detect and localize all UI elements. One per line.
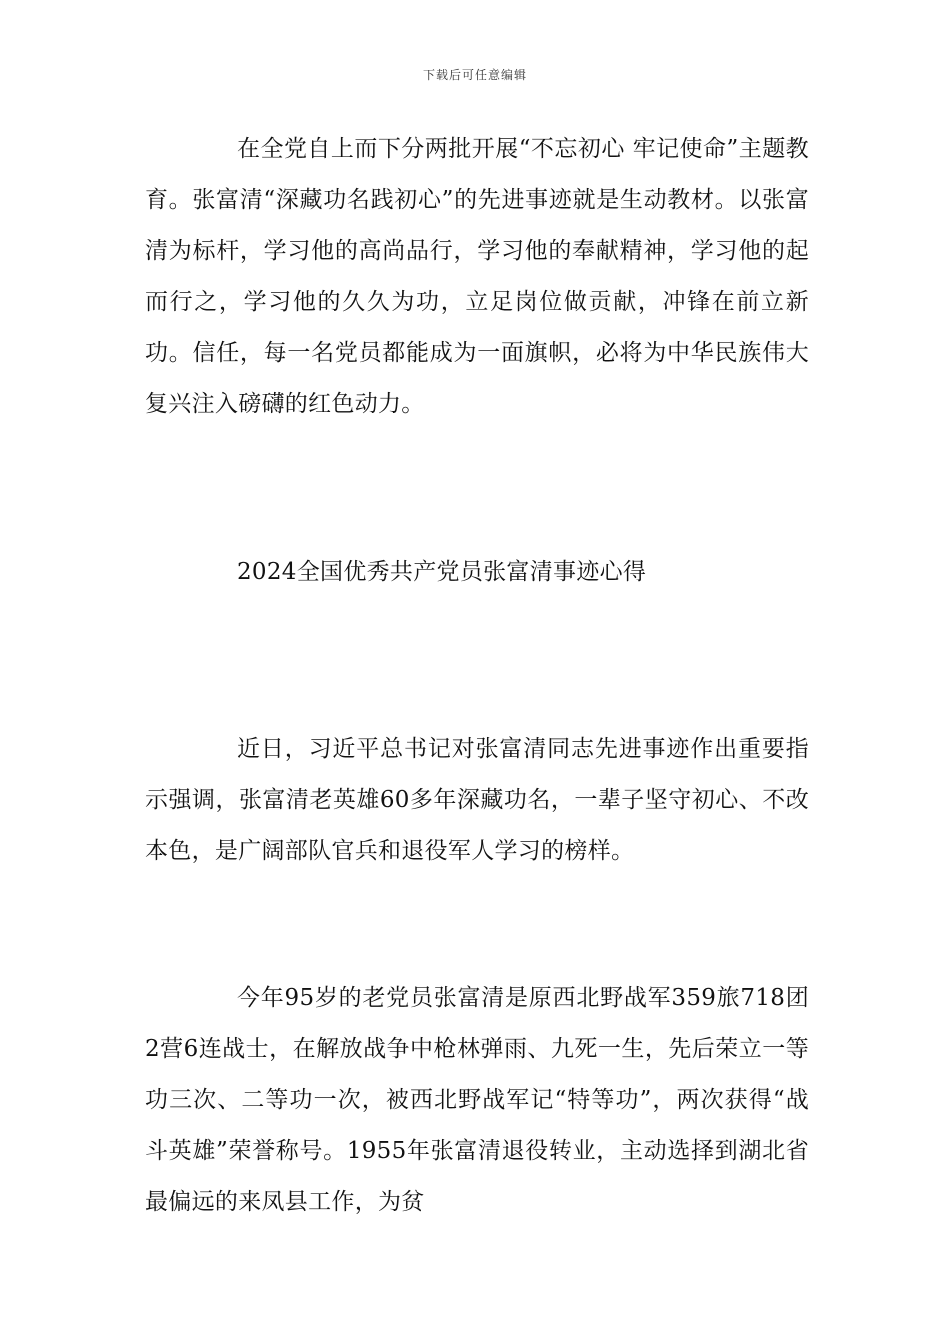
- paragraph-biography: 今年95岁的老党员张富清是原西北野战军359旅718团2营6连战士，在解放战争中枪林弹雨、九死一生，先后荣立一等功三次、二等功一次，被西北野战军记“特等功”，两次获得“战斗英雄”荣誉称号。1955年张富清退役转业，主动选择到湖北省最偏远的来凤县工作，为贫: [145, 985, 809, 1215]
- page-header-note: 下载后可任意编辑: [422, 68, 527, 82]
- paragraph-instruction: 近日，习近平总书记对张富清同志先进事迹作出重要指示强调，张富清老英雄60多年深藏功名，一辈子坚守初心、不改本色，是广阔部队官兵和退役军人学习的榜样。: [145, 736, 809, 864]
- section-title: 2024全国优秀共产党员张富清事迹心得: [237, 559, 647, 585]
- paragraph-theme-education: 在全党自上而下分两批开展“不忘初心 牢记使命”主题教育。张富清“深藏功名践初心”的先进事迹就是生动教材。以张富清为标杆，学习他的高尚品行，学习他的奉献精神，学习他的起而行之，学习他的久久为功，立足岗位做贡献，冲锋在前立新功。信任，每一名党员都能成为一面旗帜，必将为中华民族伟大复兴注入磅礴的红色动力。: [145, 136, 809, 417]
